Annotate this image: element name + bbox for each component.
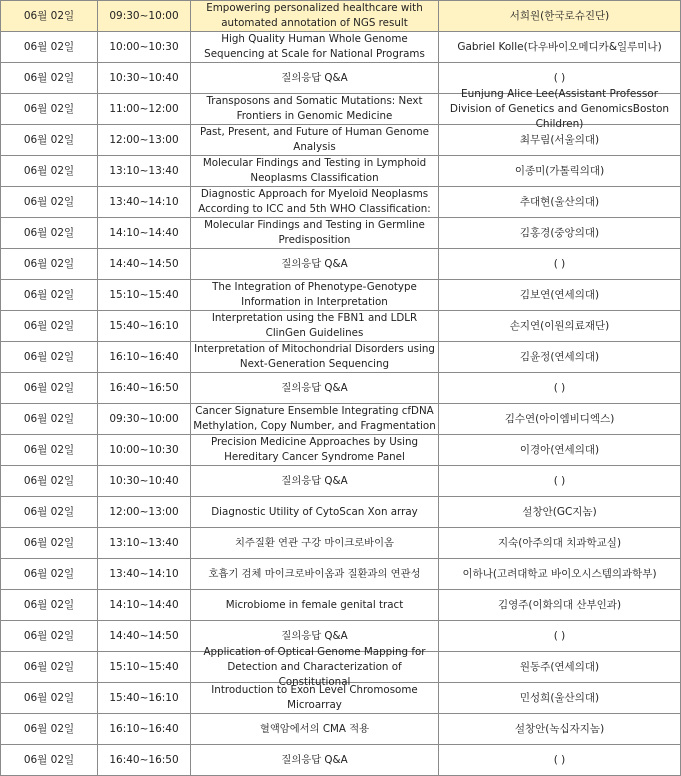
schedule-row xyxy=(1,652,681,683)
session-time-cell xyxy=(98,373,191,404)
session-time-cell xyxy=(98,652,191,683)
session-speaker-cell xyxy=(439,218,681,249)
session-time-cell xyxy=(98,559,191,590)
session-title-cell xyxy=(191,63,439,94)
session-title: Microbiome in female genital tract xyxy=(225,598,404,611)
session-title: The Integration of Phenotype-Genotype Information in Interpretation xyxy=(212,281,417,308)
session-time: 10:30~10:40 xyxy=(109,474,179,487)
session-title: 질의응답 Q&A xyxy=(281,71,348,84)
schedule-row xyxy=(1,32,681,63)
session-date: 06월 02일 xyxy=(23,226,75,239)
session-speaker: 김윤정(연세의대) xyxy=(519,350,600,363)
session-date: 06월 02일 xyxy=(23,660,75,673)
session-date: 06월 02일 xyxy=(23,381,75,394)
session-speaker: 서희원(한국로슈진단) xyxy=(509,9,610,22)
session-speaker-cell xyxy=(439,249,681,280)
session-time-cell xyxy=(98,404,191,435)
session-title: 질의응답 Q&A xyxy=(281,753,348,766)
session-title-cell xyxy=(191,466,439,497)
session-speaker-cell xyxy=(439,404,681,435)
schedule-row xyxy=(1,280,681,311)
session-date: 06월 02일 xyxy=(23,691,75,704)
session-speaker-cell xyxy=(439,559,681,590)
session-time-cell xyxy=(98,218,191,249)
session-title-cell xyxy=(191,714,439,745)
session-speaker-cell xyxy=(439,528,681,559)
session-date-cell xyxy=(1,621,98,652)
session-time-cell xyxy=(98,435,191,466)
session-time-cell xyxy=(98,745,191,776)
session-time: 10:00~10:30 xyxy=(109,40,179,53)
session-speaker: ( ) xyxy=(553,381,566,394)
schedule-row xyxy=(1,497,681,528)
session-title: Application of Optical Genome Mapping for Detection and Characterization of Constitutional xyxy=(203,645,426,688)
session-speaker: ( ) xyxy=(553,71,566,84)
session-title: 치주질환 연관 구강 마이크로바이옴 xyxy=(234,536,395,549)
session-date: 06월 02일 xyxy=(23,536,75,549)
session-date-cell xyxy=(1,1,98,32)
session-speaker-cell xyxy=(439,87,681,130)
session-title: 질의응답 Q&A xyxy=(281,257,348,270)
session-title-cell xyxy=(191,311,439,342)
session-time: 13:10~13:40 xyxy=(109,536,179,549)
session-time-cell xyxy=(98,249,191,280)
schedule-row xyxy=(1,683,681,714)
session-date-cell xyxy=(1,218,98,249)
session-title: Precision Medicine Approaches by Using Hereditary Cancer Syndrome Panel xyxy=(210,436,419,463)
session-date: 06월 02일 xyxy=(23,629,75,642)
session-time: 16:40~16:50 xyxy=(109,381,179,394)
session-date-cell xyxy=(1,497,98,528)
schedule-row xyxy=(1,745,681,776)
schedule-row xyxy=(1,559,681,590)
session-time-cell xyxy=(98,497,191,528)
schedule-row xyxy=(1,342,681,373)
schedule-row xyxy=(1,1,681,32)
session-speaker-cell xyxy=(439,745,681,776)
schedule-row xyxy=(1,94,681,125)
schedule-row xyxy=(1,218,681,249)
session-time-cell xyxy=(98,311,191,342)
session-title: Interpretation using the FBN1 and LDLR ClinGen Guidelines xyxy=(211,312,418,339)
session-title: 질의응답 Q&A xyxy=(281,629,348,642)
session-date: 06월 02일 xyxy=(23,195,75,208)
session-date: 06월 02일 xyxy=(23,288,75,301)
session-speaker: ( ) xyxy=(553,753,566,766)
session-title: 질의응답 Q&A xyxy=(281,474,348,487)
session-time: 09:30~10:00 xyxy=(109,412,179,425)
session-title: Molecular Findings and Testing in Lymphoid Neoplasms Classification xyxy=(202,157,427,184)
session-date-cell xyxy=(1,280,98,311)
session-speaker: 최무림(서울의대) xyxy=(519,133,600,146)
session-title-cell xyxy=(191,559,439,590)
session-time-cell xyxy=(98,466,191,497)
session-speaker-cell xyxy=(439,621,681,652)
session-time: 15:40~16:10 xyxy=(109,319,179,332)
schedule-row xyxy=(1,528,681,559)
session-date-cell xyxy=(1,125,98,156)
session-time-cell xyxy=(98,714,191,745)
session-date-cell xyxy=(1,435,98,466)
session-date-cell xyxy=(1,311,98,342)
session-title: 호흡기 검체 마이크로바이옴과 질환과의 연관성 xyxy=(208,567,421,580)
session-date: 06월 02일 xyxy=(23,598,75,611)
session-speaker-cell xyxy=(439,373,681,404)
session-speaker-cell xyxy=(439,32,681,63)
session-time-cell xyxy=(98,94,191,125)
session-date-cell xyxy=(1,714,98,745)
session-title: High Quality Human Whole Genome Sequencing at Scale for National Programs xyxy=(204,33,425,60)
session-speaker-cell xyxy=(439,156,681,187)
schedule-row xyxy=(1,249,681,280)
session-date-cell xyxy=(1,187,98,218)
session-date: 06월 02일 xyxy=(23,319,75,332)
session-title: Transposons and Somatic Mutations: Next Frontiers in Genomic Medicine xyxy=(206,95,423,122)
session-speaker: 지숙(아주의대 치과학교실) xyxy=(497,536,622,549)
session-date-cell xyxy=(1,63,98,94)
session-title-cell xyxy=(191,1,439,32)
session-time-cell xyxy=(98,621,191,652)
session-date-cell xyxy=(1,652,98,683)
session-title: 질의응답 Q&A xyxy=(281,381,348,394)
session-title-cell xyxy=(191,94,439,125)
session-time: 14:40~14:50 xyxy=(109,257,179,270)
session-date: 06월 02일 xyxy=(23,9,75,22)
session-date-cell xyxy=(1,528,98,559)
session-time: 16:10~16:40 xyxy=(109,350,179,363)
session-speaker: 김영주(이화의대 산부인과) xyxy=(497,598,622,611)
session-time-cell xyxy=(98,280,191,311)
session-speaker: 김보연(연세의대) xyxy=(519,288,600,301)
session-date-cell xyxy=(1,466,98,497)
session-speaker: ( ) xyxy=(553,474,566,487)
session-speaker: 이종미(가톨릭의대) xyxy=(514,164,605,177)
session-date: 06월 02일 xyxy=(23,40,75,53)
session-date: 06월 02일 xyxy=(23,505,75,518)
session-title-cell xyxy=(191,32,439,63)
session-speaker-cell xyxy=(439,342,681,373)
session-title: Diagnostic Utility of CytoScan Xon array xyxy=(211,505,418,518)
session-speaker-cell xyxy=(439,497,681,528)
session-title-cell xyxy=(191,528,439,559)
session-time: 15:10~15:40 xyxy=(109,288,179,301)
session-speaker: Gabriel Kolle(다우바이오메디카&일루미나) xyxy=(457,40,662,53)
session-date: 06월 02일 xyxy=(23,722,75,735)
session-time: 11:00~12:00 xyxy=(109,102,179,115)
session-speaker-cell xyxy=(439,1,681,32)
session-speaker: 원동주(연세의대) xyxy=(519,660,600,673)
session-speaker: 이경아(연세의대) xyxy=(519,443,600,456)
session-title: Diagnostic Approach for Myeloid Neoplasms According to ICC and 5th WHO Classification: xyxy=(198,188,431,215)
session-date: 06월 02일 xyxy=(23,412,75,425)
session-speaker-cell xyxy=(439,311,681,342)
session-date: 06월 02일 xyxy=(23,257,75,270)
session-date-cell xyxy=(1,683,98,714)
session-date-cell xyxy=(1,404,98,435)
session-time: 13:10~13:40 xyxy=(109,164,179,177)
session-speaker: 설창안(GC지놈) xyxy=(522,505,597,518)
session-time: 14:10~14:40 xyxy=(109,226,179,239)
session-date-cell xyxy=(1,156,98,187)
session-title-cell xyxy=(191,745,439,776)
session-title-cell xyxy=(191,280,439,311)
session-speaker: 민성희(울산의대) xyxy=(519,691,600,704)
session-title-cell xyxy=(191,156,439,187)
session-time-cell xyxy=(98,156,191,187)
session-time: 12:00~13:00 xyxy=(109,505,179,518)
session-date-cell xyxy=(1,94,98,125)
session-speaker: ( ) xyxy=(553,629,566,642)
session-time-cell xyxy=(98,32,191,63)
session-time: 09:30~10:00 xyxy=(109,9,179,22)
session-title-cell xyxy=(191,249,439,280)
session-time-cell xyxy=(98,342,191,373)
session-time: 15:10~15:40 xyxy=(109,660,179,673)
session-date-cell xyxy=(1,745,98,776)
session-date: 06월 02일 xyxy=(23,102,75,115)
session-speaker: 추대현(울산의대) xyxy=(519,195,600,208)
schedule-body xyxy=(1,1,681,776)
session-title: Introduction to Exon Level Chromosome Microarray xyxy=(211,684,418,711)
session-time: 14:10~14:40 xyxy=(109,598,179,611)
session-speaker-cell xyxy=(439,187,681,218)
session-speaker-cell xyxy=(439,466,681,497)
session-speaker: 김홍경(중앙의대) xyxy=(519,226,600,239)
session-speaker: 손지연(이원의료재단) xyxy=(509,319,610,332)
session-date: 06월 02일 xyxy=(23,164,75,177)
session-time: 16:40~16:50 xyxy=(109,753,179,766)
session-date: 06월 02일 xyxy=(23,350,75,363)
schedule-row xyxy=(1,714,681,745)
session-time: 14:40~14:50 xyxy=(109,629,179,642)
session-title-cell xyxy=(191,125,439,156)
session-speaker: ( ) xyxy=(553,257,566,270)
session-date: 06월 02일 xyxy=(23,753,75,766)
session-title-cell xyxy=(191,404,439,435)
session-title: Interpretation of Mitochondrial Disorders using Next-Generation Sequencing xyxy=(194,343,435,370)
session-title-cell xyxy=(191,645,439,688)
session-title-cell xyxy=(191,590,439,621)
schedule-row xyxy=(1,590,681,621)
session-date-cell xyxy=(1,590,98,621)
session-speaker-cell xyxy=(439,652,681,683)
session-speaker: Eunjung Alice Lee(Assistant Professor Division of Genetics and GenomicsBoston Children) xyxy=(449,87,670,130)
session-time: 12:00~13:00 xyxy=(109,133,179,146)
session-time: 10:00~10:30 xyxy=(109,443,179,456)
session-speaker-cell xyxy=(439,714,681,745)
session-title: Molecular Findings and Testing in Germline Predisposition xyxy=(204,219,425,246)
session-date: 06월 02일 xyxy=(23,71,75,84)
session-time-cell xyxy=(98,1,191,32)
session-title-cell xyxy=(191,435,439,466)
session-title-cell xyxy=(191,218,439,249)
schedule-row xyxy=(1,311,681,342)
session-time-cell xyxy=(98,528,191,559)
session-date-cell xyxy=(1,249,98,280)
session-speaker: 설창안(녹십자지놈) xyxy=(514,722,605,735)
session-title: Past, Present, and Future of Human Genome Analysis xyxy=(199,126,429,153)
session-date: 06월 02일 xyxy=(23,443,75,456)
session-title: 혈액암에서의 CMA 적용 xyxy=(259,722,370,735)
session-date-cell xyxy=(1,559,98,590)
session-date-cell xyxy=(1,373,98,404)
session-date: 06월 02일 xyxy=(23,567,75,580)
session-title: Cancer Signature Ensemble Integrating cfDNA Methylation, Copy Number, and Fragmentation xyxy=(193,405,436,432)
schedule-row xyxy=(1,156,681,187)
session-time-cell xyxy=(98,187,191,218)
session-speaker-cell xyxy=(439,683,681,714)
session-time-cell xyxy=(98,683,191,714)
session-time: 13:40~14:10 xyxy=(109,567,179,580)
session-time: 10:30~10:40 xyxy=(109,71,179,84)
session-time: 16:10~16:40 xyxy=(109,722,179,735)
session-speaker: 김수연(아이엠비디엑스) xyxy=(504,412,615,425)
schedule-row xyxy=(1,373,681,404)
session-time: 13:40~14:10 xyxy=(109,195,179,208)
session-date-cell xyxy=(1,32,98,63)
session-title-cell xyxy=(191,683,439,714)
session-title: Empowering personalized healthcare with automated annotation of NGS result xyxy=(206,2,423,29)
session-title-cell xyxy=(191,497,439,528)
session-title-cell xyxy=(191,373,439,404)
session-date: 06월 02일 xyxy=(23,474,75,487)
schedule-row xyxy=(1,466,681,497)
session-title-cell xyxy=(191,342,439,373)
session-time: 15:40~16:10 xyxy=(109,691,179,704)
schedule-row xyxy=(1,404,681,435)
session-time-cell xyxy=(98,125,191,156)
session-speaker-cell xyxy=(439,590,681,621)
session-speaker-cell xyxy=(439,280,681,311)
session-date: 06월 02일 xyxy=(23,133,75,146)
session-time-cell xyxy=(98,590,191,621)
session-title-cell xyxy=(191,187,439,218)
session-speaker: 이하나(고려대학교 바이오시스템의과학부) xyxy=(462,567,657,580)
session-speaker-cell xyxy=(439,435,681,466)
session-date-cell xyxy=(1,342,98,373)
session-time-cell xyxy=(98,63,191,94)
schedule-row xyxy=(1,187,681,218)
schedule-row xyxy=(1,435,681,466)
